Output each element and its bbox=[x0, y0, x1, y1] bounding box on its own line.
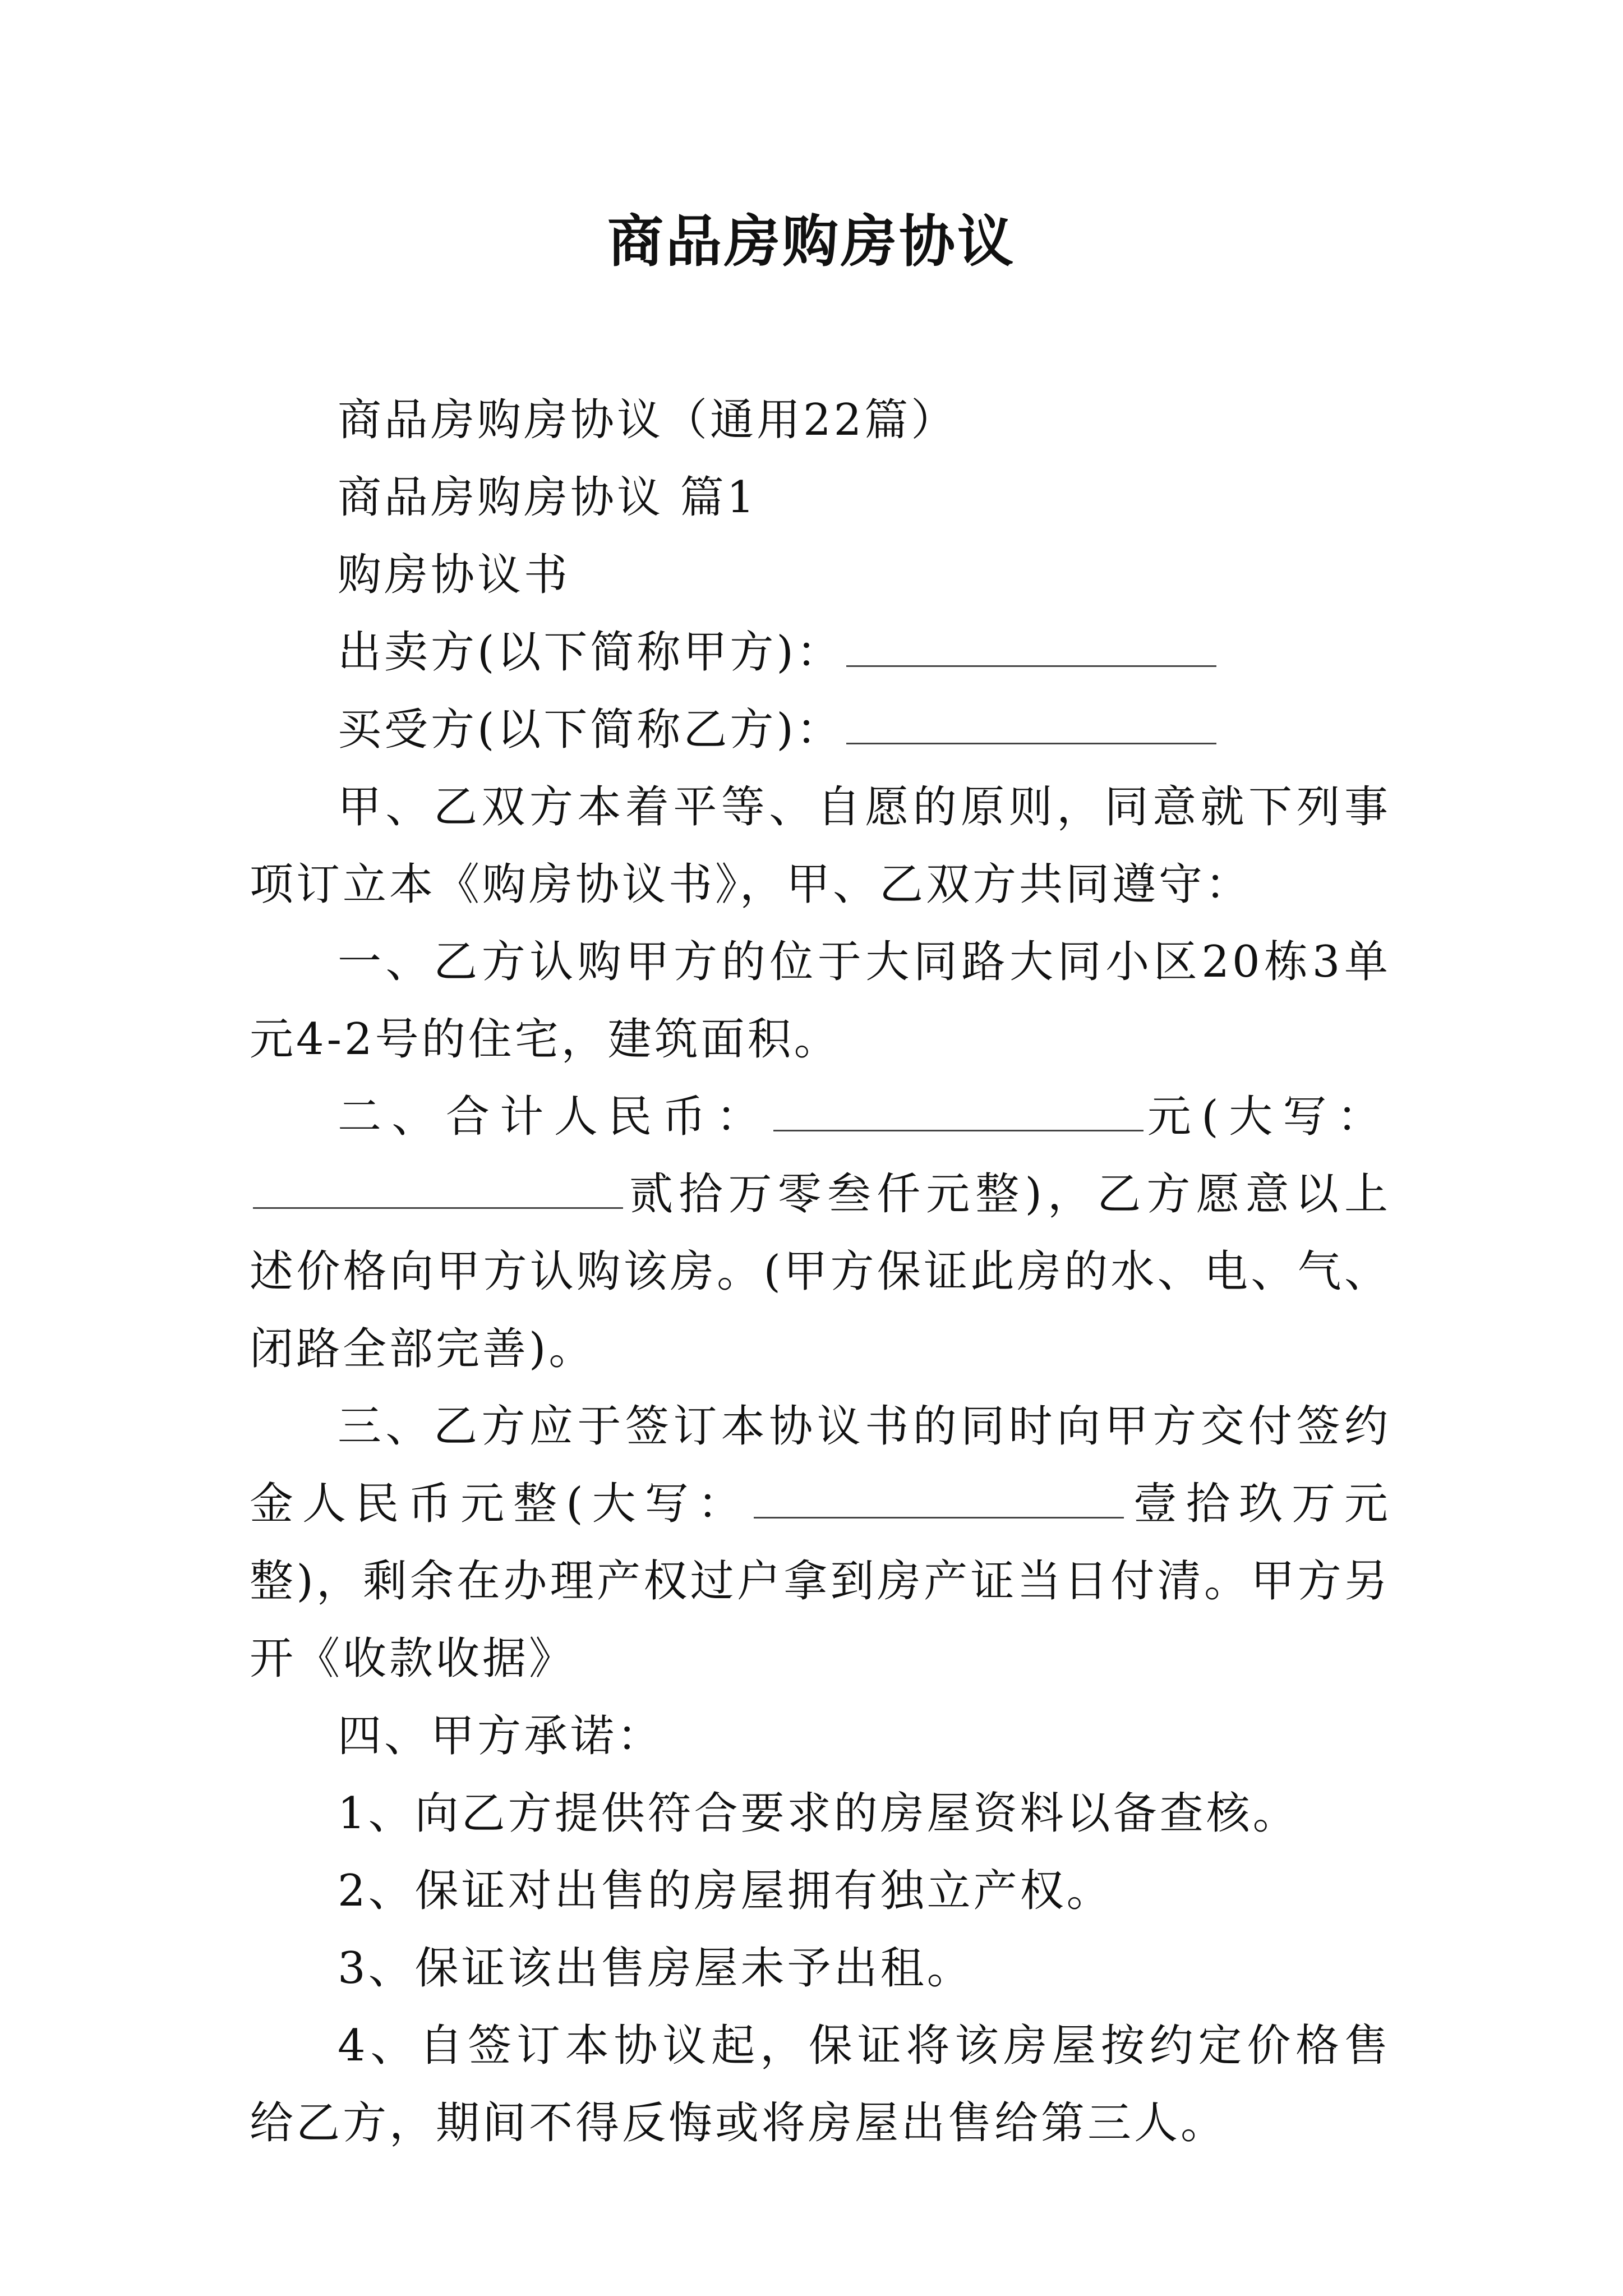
seller-blank-line bbox=[846, 632, 1216, 667]
clause-3-rest: 壹拾玖万元整)，剩余在办理产权过户拿到房产证当日付清。甲方另开《收款收据》 bbox=[250, 1479, 1391, 1684]
seller-label: 出卖方(以下简称甲方)： bbox=[338, 627, 843, 678]
paragraph-clause-4-heading: 四、甲方承诺： bbox=[338, 1711, 664, 1761]
paragraph-clause-3 bbox=[250, 1388, 1391, 1697]
paragraph-seller bbox=[250, 614, 1391, 691]
clause-2-uppercase-blank bbox=[253, 1174, 623, 1209]
paragraph-promise-1: 1、向乙方提供符合要求的房屋资料以备查核。 bbox=[338, 1788, 1299, 1839]
clause-2-rest: 贰拾万零叁仟元整)，乙方愿意以上述价格向甲方认购该房。(甲方保证此房的水、电、气、闭路全部完善)。 bbox=[250, 1169, 1391, 1374]
paragraph-agreement-name: 购房协议书 bbox=[338, 550, 571, 600]
paragraph-promise-4: 4、自签订本协议起，保证将该房屋按约定价格售给乙方，期间不得反悔或将房屋出售给第三人。 bbox=[250, 2021, 1391, 2148]
buyer-blank-line bbox=[846, 709, 1216, 744]
clause-2-total-label: 二、合计人民币： bbox=[338, 1092, 771, 1142]
paragraph-section-heading: 商品房购房协议 篇1 bbox=[338, 472, 758, 523]
clause-3-first: 三、乙方应于签订本协议书的同时向甲方交付签约金人民币元整(大写： bbox=[250, 1401, 1391, 1529]
paragraph-clause-2 bbox=[250, 1078, 1391, 1388]
clause-3-blank bbox=[754, 1483, 1124, 1519]
clause-2-uppercase-label: 元(大写： bbox=[1147, 1092, 1391, 1142]
paragraph-clause-1: 一、乙方认购甲方的位于大同路大同小区20栋3单元4-2号的住宅，建筑面积。 bbox=[250, 937, 1391, 1065]
paragraph-buyer bbox=[250, 691, 1391, 769]
paragraph-preamble: 甲、乙双方本着平等、自愿的原则，同意就下列事项订立本《购房协议书》，甲、乙双方共同遵守： bbox=[250, 782, 1391, 910]
paragraph-subtitle: 商品房购房协议（通用22篇） bbox=[338, 395, 958, 445]
paragraph-promise-2: 2、保证对出售的房屋拥有独立产权。 bbox=[338, 1866, 1113, 1916]
document-title: 商品房购房协议 bbox=[607, 208, 1016, 274]
paragraph-promise-3: 3、保证该出售房屋未予出租。 bbox=[338, 1943, 974, 1994]
document-body bbox=[250, 381, 1391, 2162]
clause-2-amount-blank bbox=[773, 1096, 1144, 1131]
buyer-label: 买受方(以下简称乙方)： bbox=[338, 705, 843, 755]
